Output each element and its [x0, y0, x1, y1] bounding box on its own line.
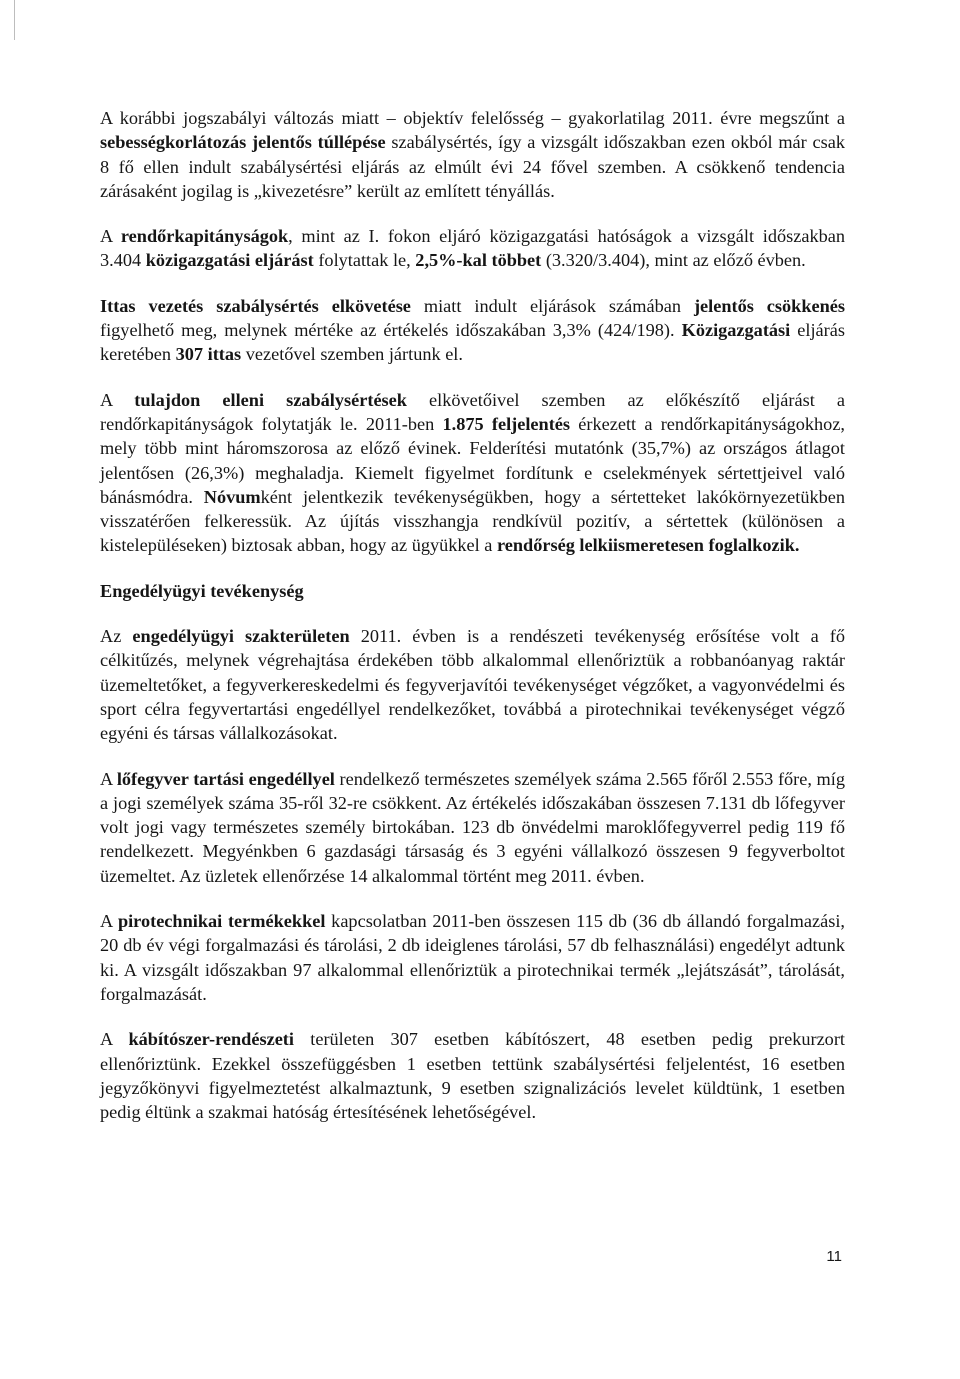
- paragraph: [100, 767, 845, 888]
- paragraph: [100, 909, 845, 1006]
- text-run: figyelhető meg, melynek mértéke az értékelés időszakában 3,3% (424/198).: [100, 320, 682, 341]
- text-run: A: [100, 768, 117, 789]
- bold-text: sebességkorlátozás jelentős túllépése: [100, 132, 386, 153]
- text-run: A: [100, 389, 135, 410]
- text-run: elkövetőivel szemben az előkészítő eljárást a rendőrkapitányságok folytatják le. 2011-ben: [100, 389, 845, 434]
- text-run: szabálysértés, így a vizsgált időszakban ezen okból már csak 8 fő ellen indult szabálysértési eljárás az elmúlt évi 24 fővel szemben. A csökkenő tendencia zárásaként jogilag is „kivezetésre” került az említett tényállás.: [100, 132, 845, 201]
- bold-text: 2,5%-kal többet: [415, 250, 542, 271]
- paragraph: [100, 294, 845, 367]
- bold-text: Ittas vezetés szabálysértés elkövetése: [100, 295, 411, 316]
- bold-text: Nóvum: [203, 486, 261, 507]
- document-body: [100, 106, 845, 1145]
- paragraph: [100, 624, 845, 745]
- bold-text: közigazgatási eljárást: [145, 250, 314, 271]
- text-run: eljárás keretében: [100, 320, 845, 365]
- text-run: A: [100, 911, 118, 932]
- text-run: , mint az I. fokon eljáró közigazgatási hatóságok a vizsgált időszakban 3.404: [100, 226, 845, 271]
- text-run: folytattak le,: [313, 250, 416, 271]
- text-run: A: [100, 226, 121, 247]
- text-run: miatt indult eljárások számában: [410, 295, 694, 316]
- paragraph: [100, 388, 845, 558]
- text-run: (3.320/3.404), mint az előző évben.: [541, 250, 806, 271]
- bold-text: pirotechnikai termékekkel: [117, 911, 326, 932]
- text-run: ként jelentkezik tevékenységükben, hogy a sértetteket lakókörnyezetükben visszatérően felkeressük. Az újítás visszhangja rendkívül pozitív, a sértettek (különösen a kistelepüléseken) biztosak abban, hogy az ügyükkel a: [100, 486, 845, 556]
- bold-text: engedélyügyi szakterületen: [132, 626, 350, 647]
- bold-text: lőfegyver tartási engedéllyel: [116, 768, 335, 789]
- page-number: 11: [826, 1248, 842, 1265]
- bold-text: jelentős csökkenés: [693, 295, 845, 316]
- bold-text: tulajdon elleni szabálysértések: [134, 389, 407, 410]
- bold-text: rendőrség lelkiismeretesen foglalkozik.: [496, 535, 800, 556]
- text-run: Az: [100, 626, 133, 647]
- text-run: A: [100, 1029, 129, 1050]
- paragraph: [100, 224, 845, 273]
- text-run: területen 307 esetben kábítószert, 48 esetben pedig prekurzort ellenőriztünk. Ezekkel összefüggésben 1 esetben tettünk szabálysértési feljelentést, 16 esetben jegyzőkönyvi figyelmeztetést alkalmaztunk, 9 esetben szignalizációs levelet küldtünk, 1 esetben pedig éltünk a szakmai hatóság értesítésének lehetőségével.: [100, 1029, 845, 1123]
- bold-text: 1.875 feljelentés: [442, 413, 571, 434]
- paragraph: [100, 106, 845, 203]
- bold-text: 307 ittas: [175, 344, 242, 365]
- bold-text: Engedélyügyi tevékenység: [100, 580, 304, 601]
- text-run: kapcsolatban 2011-ben összesen 115 db (36 db állandó forgalmazási, 20 db év végi forgalmazási és tárolási, 2 db ideiglenes tárolási, 57 db felhasználási) engedélyt adtunk ki. A vizsgált időszakban 97 alkalommal ellenőriztük a pirotechnikai termék „lejátszását”, tárolását, forgalmazását.: [100, 911, 845, 1004]
- scan-edge-mark: [14, 0, 15, 40]
- text-run: 2011. évben is a rendészeti tevékenység erősítése volt a fő célkitűzés, melynek végrehajtása érdekében több alkalommal ellenőriztük a robbanóanyag raktár üzemeltetőket, a fegyverkereskedelmi és fegyverjavítói tevékenységet végzőket, a vagyonvédelmi és sport célra fegyvertartási engedéllyel rendelkezőket, továbbá a pirotechnikai tevékenységet végző egyéni és társas vállalkozásokat.: [100, 626, 846, 744]
- text-run: vezetővel szemben jártunk el.: [241, 344, 463, 365]
- text-run: érkezett a rendőrkapitányságokhoz, mely több mint háromszorosa az előző évinek. Felderítési mutatónk (35,7%) az országos átlagot jelentősen (26,3%) meghaladja. Kiemelt figyelmet fordítunk e cselekmények sértettjeivel való bánásmódra.: [100, 413, 845, 507]
- bold-text: rendőrkapitányságok: [120, 226, 289, 247]
- bold-text: Közigazgatási: [681, 320, 791, 341]
- text-run: rendelkező természetes személyek száma 2.565 főről 2.553 főre, míg a jogi személyek száma 35-ről 32-re csökkent. Az értékelés időszakában összesen 7.131 db lőfegyver volt jogi vagy természetes személy birtokában. 123 db önvédelmi maroklőfegyverrel pedig 119 fő rendelkezett. Megyénkben 6 gazdasági társaság és 3 egyéni vállalkozó összesen 9 fegyverboltot üzemeltet. Az üzletek ellenőrzése 14 alkalommal történt meg 2011. évben.: [100, 768, 845, 886]
- paragraph: [100, 1027, 845, 1124]
- section-heading: [100, 579, 845, 603]
- bold-text: kábítószer-rendészeti: [128, 1029, 294, 1050]
- text-run: A korábbi jogszabályi változás miatt – objektív felelősség – gyakorlatilag 2011. évre megszűnt a: [100, 108, 845, 128]
